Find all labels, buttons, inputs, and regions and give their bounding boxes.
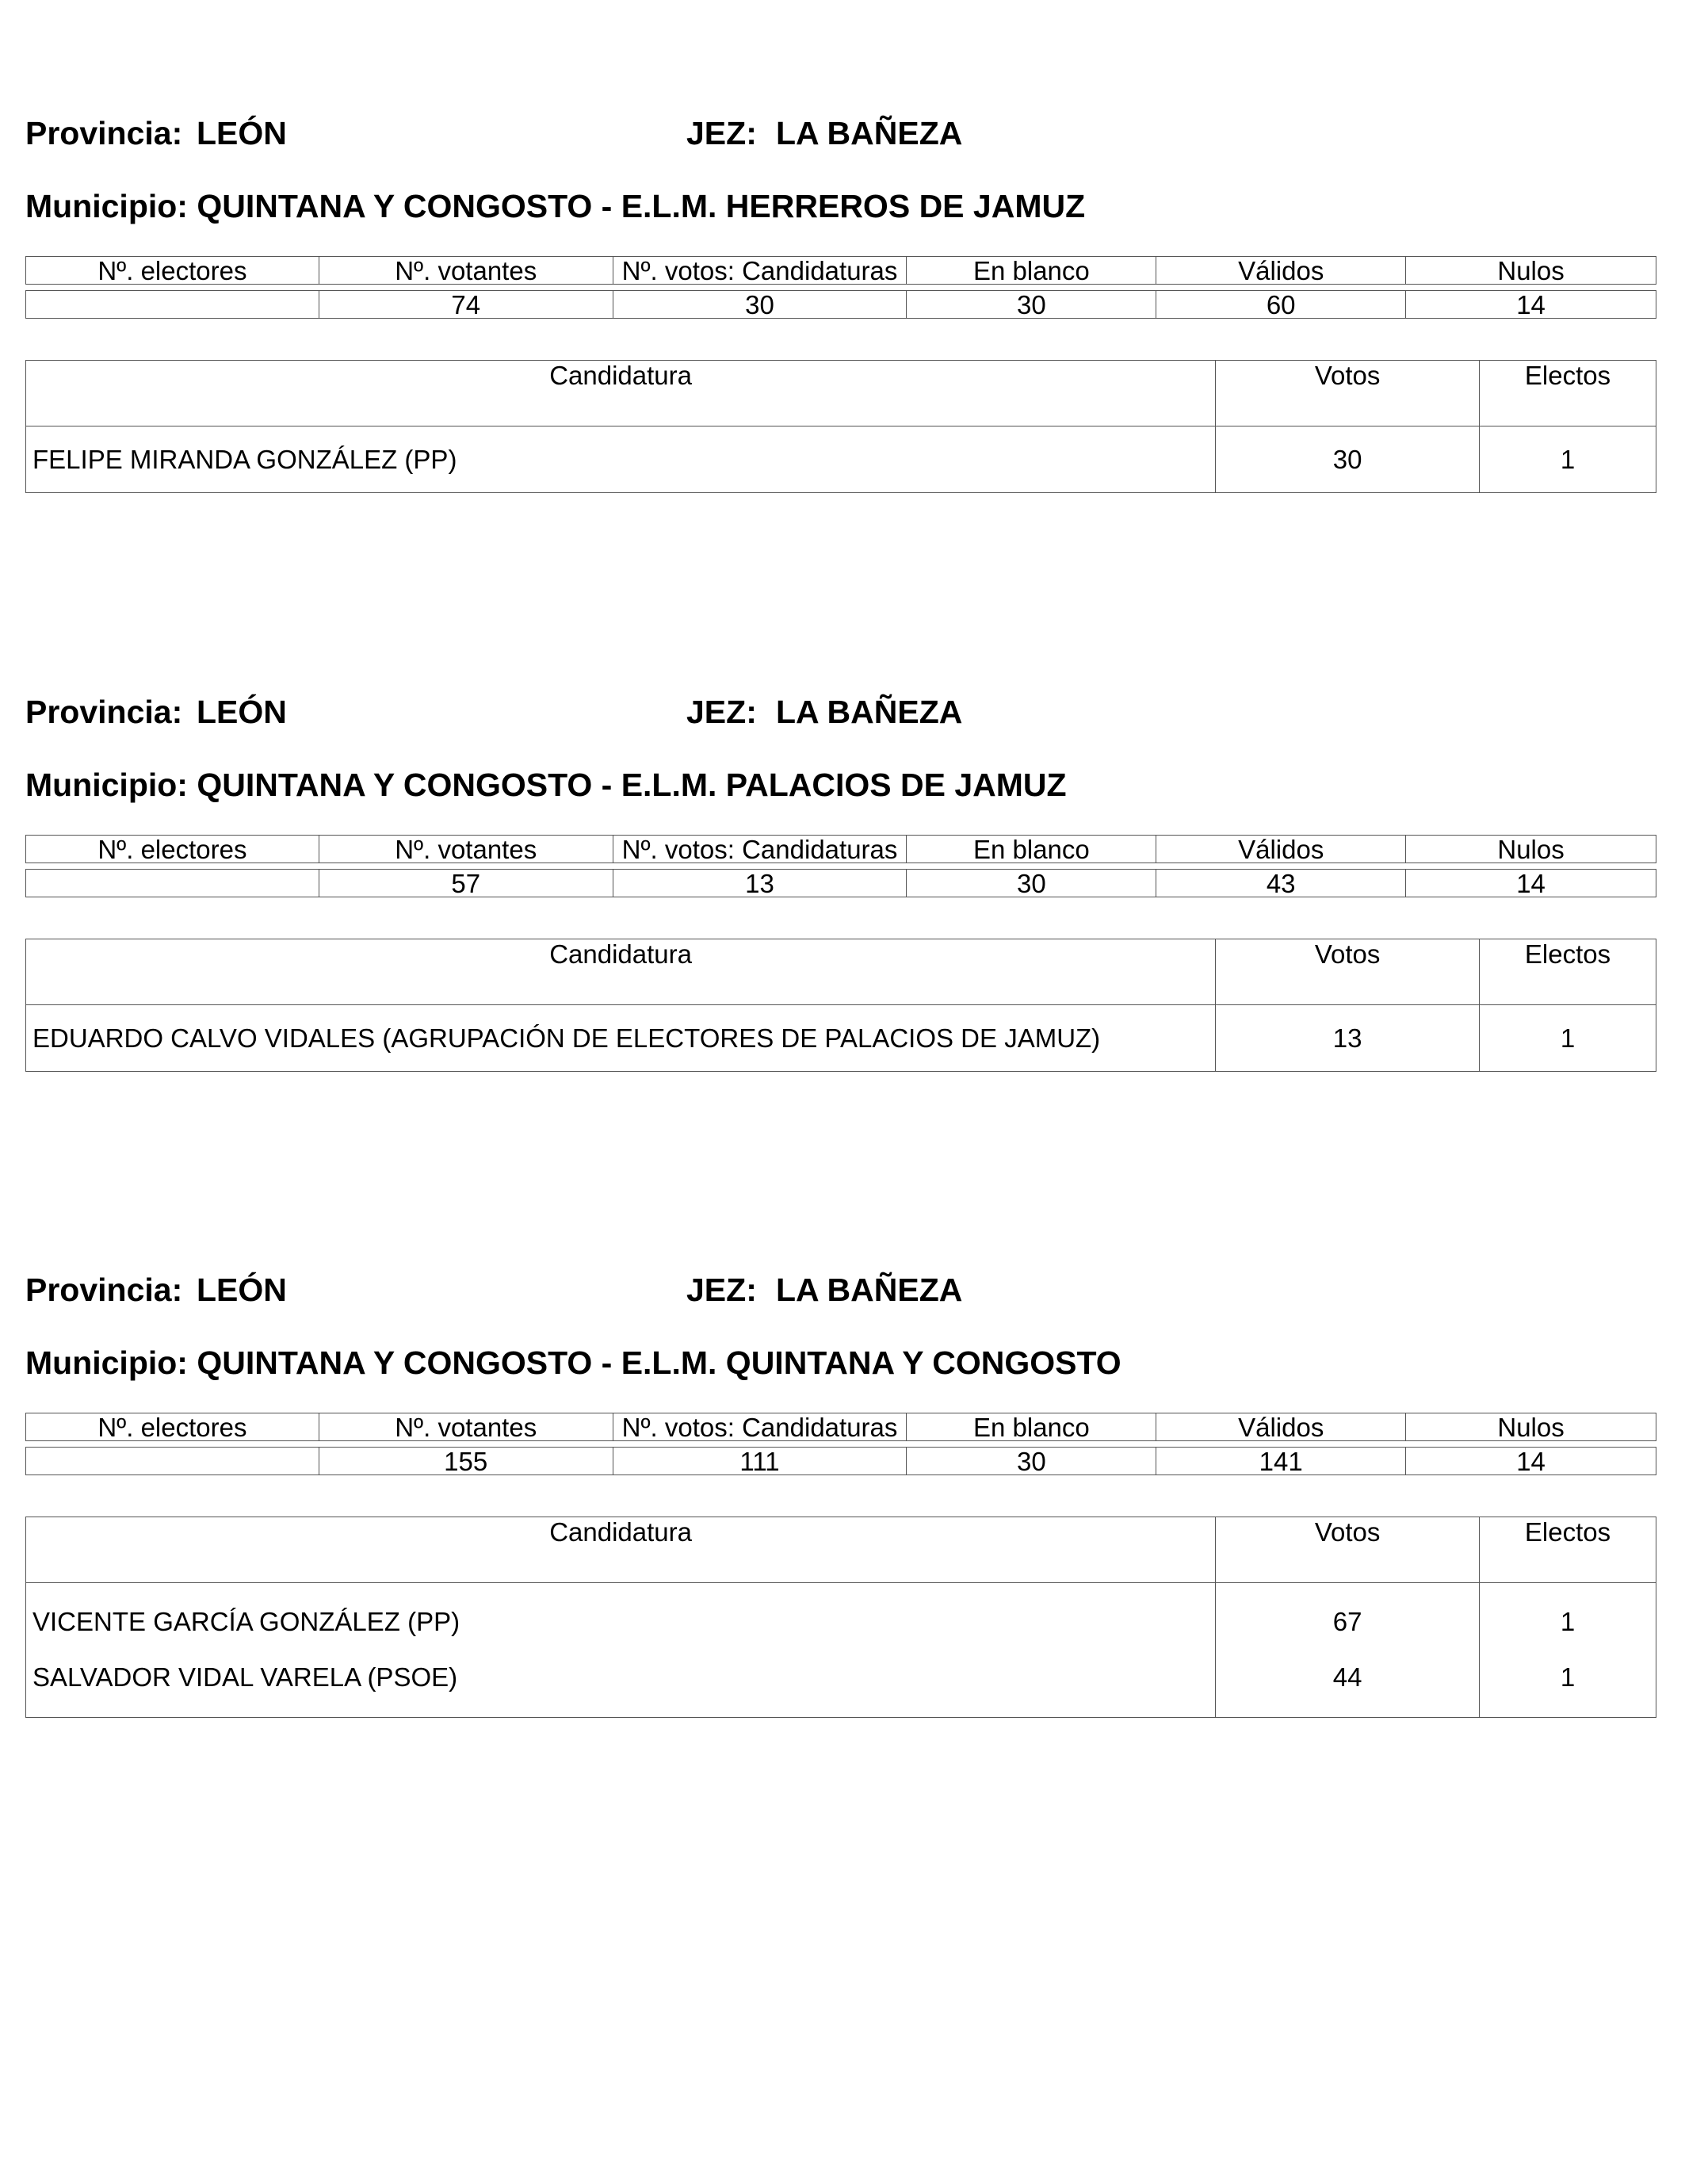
candidate-row [26, 426, 1656, 493]
electos-header: Electos [1480, 361, 1656, 426]
stats-electores [26, 870, 319, 897]
jez-label: JEZ: [686, 694, 757, 730]
candidate-name: SALVADOR VIDAL VARELA (PSOE) [26, 1661, 1216, 1718]
candidate-electos: 1 [1480, 426, 1656, 493]
municipio-title [25, 190, 1085, 223]
provincia-label: Provincia: [25, 694, 183, 730]
stats-header-electores: Nº. electores [26, 257, 319, 285]
candidate-electos: 1 [1480, 1661, 1656, 1718]
stats-values-row [26, 1448, 1656, 1475]
votos-header: Votos [1216, 939, 1480, 1005]
candidatura-header: Candidatura [26, 1517, 1216, 1583]
stats-votantes: 57 [319, 870, 613, 897]
electos-header: Electos [1480, 939, 1656, 1005]
stats-table [25, 1413, 1656, 1441]
municipio-title [25, 769, 1067, 801]
votos-header: Votos [1216, 361, 1480, 426]
provincia-label: Provincia: [25, 1272, 183, 1308]
stats-nulos: 14 [1406, 870, 1656, 897]
candidates-header-row [26, 361, 1656, 426]
stats-validos: 43 [1156, 870, 1406, 897]
stats-header-nulos: Nulos [1406, 257, 1656, 285]
stats-header-validos: Válidos [1156, 257, 1406, 285]
stats-header-votantes: Nº. votantes [319, 836, 613, 863]
candidate-votos: 13 [1216, 1005, 1480, 1072]
jez-value: LA BAÑEZA [776, 1272, 963, 1308]
municipio-label: Municipio: [25, 188, 188, 224]
stats-values-row [26, 870, 1656, 897]
stats-header-electores: Nº. electores [26, 1413, 319, 1441]
candidates-table [25, 1517, 1656, 1718]
candidates-header-row [26, 1517, 1656, 1583]
stats-validos: 60 [1156, 291, 1406, 319]
stats-header-en-blanco: En blanco [907, 257, 1156, 285]
stats-header-row [26, 836, 1656, 863]
candidate-votos: 30 [1216, 426, 1480, 493]
jez-label: JEZ: [686, 1272, 757, 1308]
stats-header-validos: Válidos [1156, 1413, 1406, 1441]
stats-header-votantes: Nº. votantes [319, 257, 613, 285]
stats-header-votantes: Nº. votantes [319, 1413, 613, 1441]
stats-header-row [26, 1413, 1656, 1441]
stats-header-nulos: Nulos [1406, 1413, 1656, 1441]
stats-values-table [25, 1447, 1656, 1475]
provincia-value: LEÓN [197, 1272, 287, 1308]
stats-electores [26, 1448, 319, 1475]
stats-electores [26, 291, 319, 319]
municipio-label: Municipio: [25, 767, 188, 803]
votos-header: Votos [1216, 1517, 1480, 1583]
stats-en-blanco: 30 [907, 870, 1156, 897]
stats-votos-candidaturas: 13 [613, 870, 907, 897]
candidate-votos: 67 [1216, 1583, 1480, 1661]
stats-votantes: 74 [319, 291, 613, 319]
stats-nulos: 14 [1406, 1448, 1656, 1475]
stats-values-row [26, 291, 1656, 319]
stats-en-blanco: 30 [907, 1448, 1156, 1475]
stats-validos: 141 [1156, 1448, 1406, 1475]
candidatura-header: Candidatura [26, 939, 1216, 1005]
provincia-value: LEÓN [197, 115, 287, 151]
candidatura-header: Candidatura [26, 361, 1216, 426]
stats-table [25, 256, 1656, 285]
stats-en-blanco: 30 [907, 291, 1156, 319]
candidates-table [25, 939, 1656, 1072]
provincia-value: LEÓN [197, 694, 287, 730]
municipio-value: QUINTANA Y CONGOSTO - E.L.M. QUINTANA Y CONGOSTO [197, 1344, 1121, 1381]
stats-votos-candidaturas: 111 [613, 1448, 907, 1475]
stats-header-validos: Válidos [1156, 836, 1406, 863]
municipio-label: Municipio: [25, 1344, 188, 1381]
stats-values-table [25, 290, 1656, 319]
provincia-label: Provincia: [25, 115, 183, 151]
candidates-table [25, 360, 1656, 493]
stats-header-row [26, 257, 1656, 285]
candidate-name: EDUARDO CALVO VIDALES (AGRUPACIÓN DE ELECTORES DE PALACIOS DE JAMUZ) [26, 1005, 1216, 1072]
stats-values-table [25, 869, 1656, 897]
stats-header-electores: Nº. electores [26, 836, 319, 863]
stats-header-votos-candidaturas: Nº. votos: Candidaturas [613, 836, 907, 863]
candidate-electos: 1 [1480, 1583, 1656, 1661]
jez-value: LA BAÑEZA [776, 115, 963, 151]
candidate-votos: 44 [1216, 1661, 1480, 1718]
jez-label: JEZ: [686, 115, 757, 151]
candidate-electos: 1 [1480, 1005, 1656, 1072]
candidate-name: FELIPE MIRANDA GONZÁLEZ (PP) [26, 426, 1216, 493]
candidate-name: VICENTE GARCÍA GONZÁLEZ (PP) [26, 1583, 1216, 1661]
stats-table [25, 835, 1656, 863]
stats-votos-candidaturas: 30 [613, 291, 907, 319]
municipio-title [25, 1344, 1121, 1381]
candidate-row [26, 1583, 1656, 1661]
municipio-value: QUINTANA Y CONGOSTO - E.L.M. HERREROS DE JAMUZ [197, 188, 1086, 224]
candidate-row [26, 1005, 1656, 1072]
stats-header-votos-candidaturas: Nº. votos: Candidaturas [613, 257, 907, 285]
stats-votantes: 155 [319, 1448, 613, 1475]
stats-header-nulos: Nulos [1406, 836, 1656, 863]
candidates-header-row [26, 939, 1656, 1005]
candidate-row [26, 1661, 1656, 1718]
stats-header-en-blanco: En blanco [907, 836, 1156, 863]
electos-header: Electos [1480, 1517, 1656, 1583]
stats-header-en-blanco: En blanco [907, 1413, 1156, 1441]
municipio-value: QUINTANA Y CONGOSTO - E.L.M. PALACIOS DE JAMUZ [197, 767, 1067, 803]
stats-nulos: 14 [1406, 291, 1656, 319]
jez-value: LA BAÑEZA [776, 694, 963, 730]
stats-header-votos-candidaturas: Nº. votos: Candidaturas [613, 1413, 907, 1441]
